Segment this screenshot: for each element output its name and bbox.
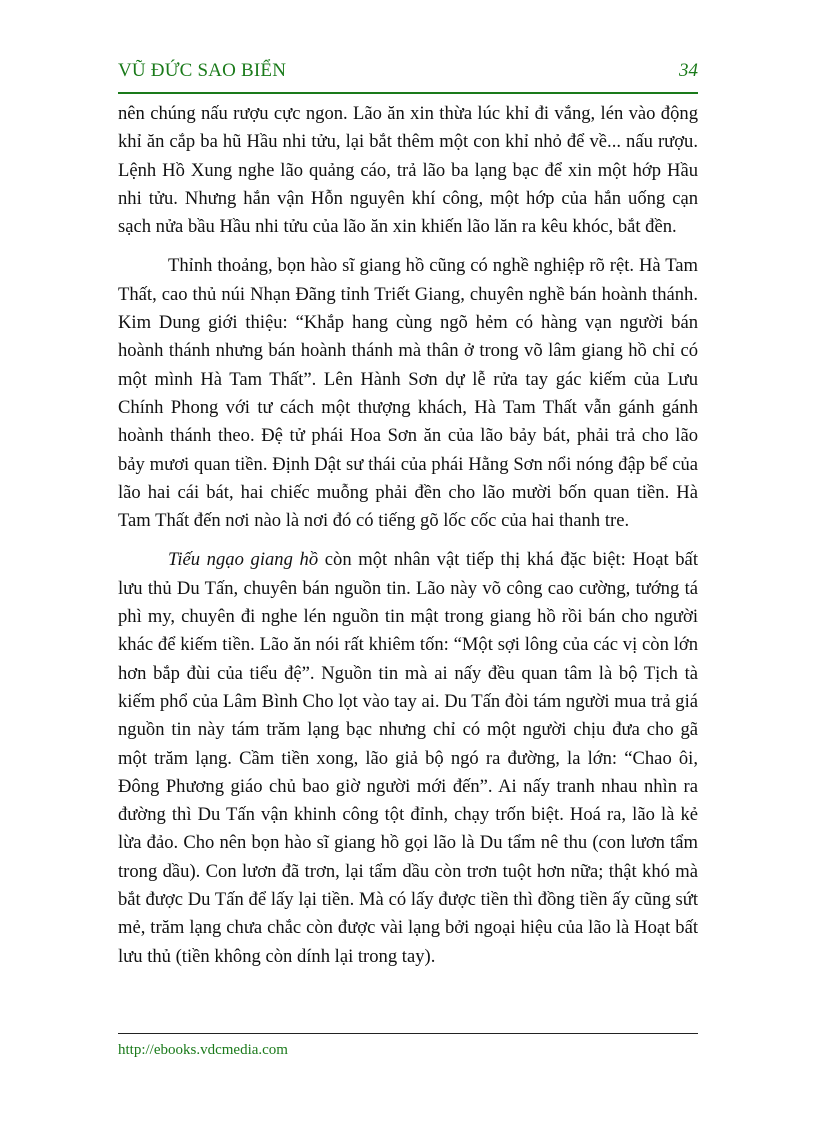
paragraph-1: nên chúng nấu rượu cực ngon. Lão ăn xin thừa lúc khỉ đi vắng, lén vào động khỉ ăn cắp ba hũ Hầu nhi tửu, lại bắt thêm một con khỉ nhỏ để về... nấu rượu. Lệnh Hồ Xung nghe lão quảng cáo, trả lão ba lạng bạc để xin một hớp Hầu nhi tửu. Nhưng hắn vận Hỗn nguyên khí công, một hớp của hắn uống cạn sạch nửa bầu Hầu nhi tửu của lão ăn xin khiến lão lăn ra kêu khóc, bắt đền. bbox=[118, 103, 698, 238]
book-title-italic: Tiếu ngạo giang hồ bbox=[168, 549, 319, 571]
header-divider bbox=[118, 92, 698, 94]
footer-divider bbox=[118, 1033, 698, 1034]
paragraph-3-text: còn một nhân vật tiếp thị khá đặc biệt: Hoạt bất lưu thủ Du Tấn, chuyên bán nguồn tin. Lão này võ công cao cường, tướng tá phì my, chuyên đi nghe lén nguồn tin mật trong giang hồ rồi bán cho người khác để kiếm tiền. Lão ăn nói rất khiêm tốn: “Một sợi lông của các vị còn lớn hơn bắp đùi của tiểu đệ”. Nguồn tin mà ai nấy đều quan tâm là bộ Tịch tà kiếm phổ của Lâm Bình Cho lọt vào tay ai. Du Tấn đòi tám người mua trả giá nguồn tin này tám trăm lạng bạc nhưng chỉ có một người chịu đưa cho gã một trăm lạng. Cầm tiền xong, lão giả bộ ngó ra đường, la lớn: “Chao ôi, Đông Phương giáo chủ bao giờ người mới đến”. Ai nấy tranh nhau nhìn ra đường thì Du Tấn vận khinh công tột đỉnh, chạy trốn biệt. Hoá ra, lão là kẻ lừa đảo. Cho nên bọn hào sĩ giang hồ gọi lão là Du tẩm nê thu (con lươn tẩm trong dầu). Con lươn đã trơn, lại tẩm dầu còn trơn tuột hơn nữa; thật khó mà bắt được Du Tấn để lấy lại tiền. Mà có lấy được tiền thì đồng tiền ấy cũng sứt mẻ, trăm lạng chưa chắc còn được vài lạng bởi ngoại hiệu của lão là Hoạt bất lưu thủ (tiền không còn dính lại trong tay). bbox=[118, 549, 698, 967]
footer-url: http://ebooks.vdcmedia.com bbox=[118, 1042, 288, 1058]
page-number: 34 bbox=[679, 60, 698, 81]
paragraph-3 bbox=[118, 546, 698, 970]
page-header bbox=[118, 60, 698, 88]
header-title: VŨ ĐỨC SAO BIỂN bbox=[118, 60, 287, 81]
paragraph-2: Thỉnh thoảng, bọn hào sĩ giang hồ cũng có nghề nghiệp rõ rệt. Hà Tam Thất, cao thủ núi Nhạn Đãng tỉnh Triết Giang, chuyên nghề bán hoành thánh. Kim Dung giới thiệu: “Khắp hang cùng ngõ hẻm có hàng vạn người bán hoành thánh nhưng bán hoành thánh mà thân ở trong võ lâm giang hồ chỉ có một mình Hà Tam Thất”. Lên Hành Sơn dự lễ rửa tay gác kiếm của Lưu Chính Phong với tư cách một thượng khách, Hà Tam Thất vẫn gánh gánh hoành thánh theo. Đệ tử phái Hoa Sơn ăn của lão bảy bát, phải trả cho lão bảy mươi quan tiền. Định Dật sư thái của phái Hằng Sơn nổi nóng đập bể của lão hai cái bát, hai chiếc muỗng phải đền cho lão mười bốn quan tiền. Hà Tam Thất đến nơi nào là nơi đó có tiếng gõ lốc cốc của hai thanh tre. bbox=[118, 255, 698, 532]
body-text bbox=[118, 100, 698, 971]
